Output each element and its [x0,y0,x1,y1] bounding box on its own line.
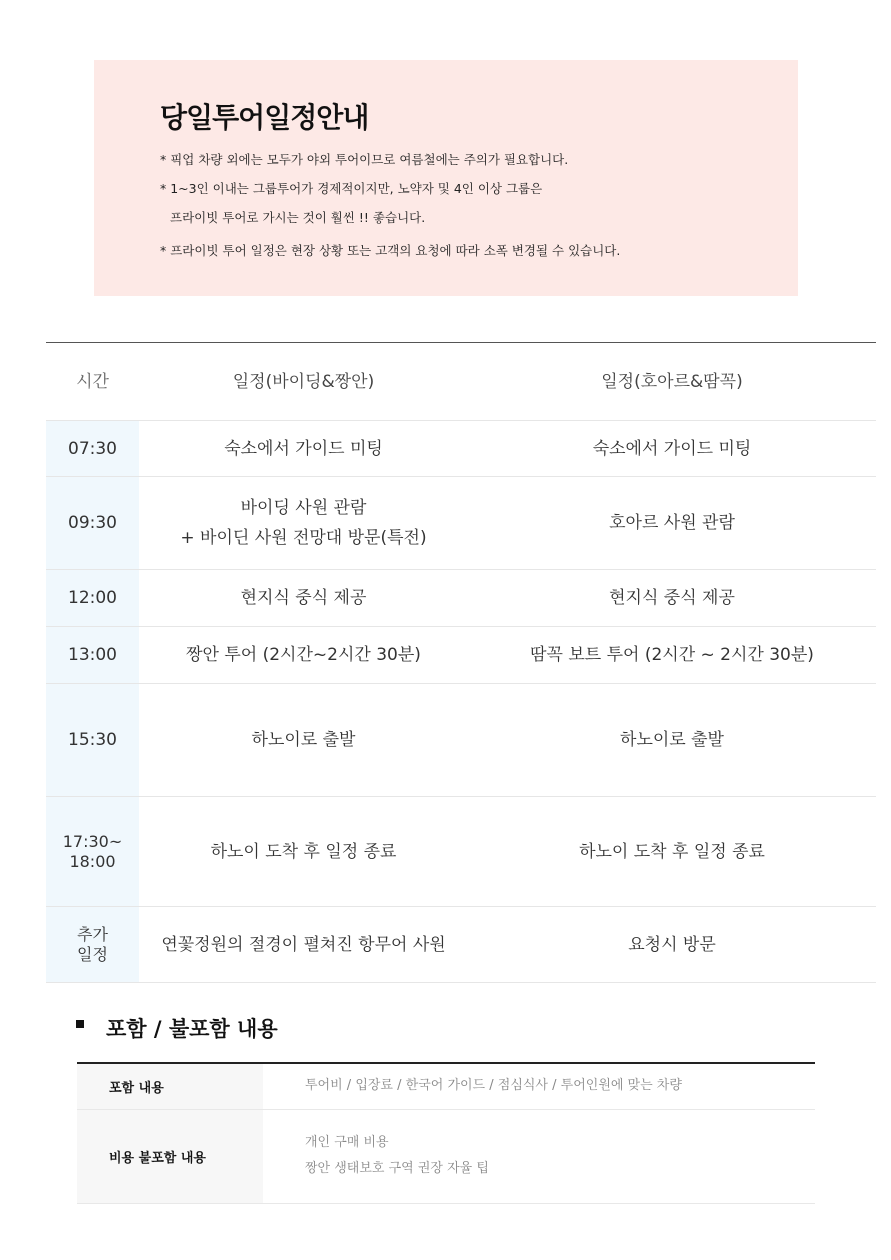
table-row [77,1063,815,1109]
header-time: 시간 [46,343,139,421]
route-a-cell: 하노이 도착 후 일정 종료 [139,797,468,907]
header-route-a: 일정(바이딩&짱안) [139,343,468,421]
route-b-cell: 땀꼭 보트 투어 (2시간 ~ 2시간 30분) [468,627,876,684]
table-row [46,797,876,907]
header-route-b: 일정(호아르&땀꼭) [468,343,876,421]
exclusion-value: 개인 구매 비용 짱안 생태보호 구역 권장 자율 팁 [263,1109,815,1203]
inclusion-label: 포함 내용 [77,1063,263,1109]
time-cell: 12:00 [46,570,139,627]
bullet-square-icon [76,1020,84,1028]
schedule-table [46,342,876,983]
time-cell: 17:30~ 18:00 [46,797,139,907]
route-b-cell: 호아르 사원 관람 [468,477,876,570]
route-b-cell: 요청시 방문 [468,907,876,983]
table-row [46,627,876,684]
schedule-header-row [46,343,876,421]
route-b-cell: 하노이 도착 후 일정 종료 [468,797,876,907]
route-a-cell: 짱안 투어 (2시간~2시간 30분) [139,627,468,684]
notice-box [94,60,798,296]
table-row [46,684,876,797]
notice-line: 프라이빗 투어로 가시는 것이 훨씬 !! 좋습니다. [170,210,426,225]
time-cell: 07:30 [46,421,139,477]
inclusion-table [77,1062,815,1204]
notice-line: * 프라이빗 투어 일정은 현장 상황 또는 고객의 요청에 따라 소폭 변경될 수 있습니다. [160,243,621,258]
inclusion-value: 투어비 / 입장료 / 한국어 가이드 / 점심식사 / 투어인원에 맞는 차량 [263,1063,815,1109]
route-a-cell: 연꽃정원의 절경이 펼쳐진 항무어 사원 [139,907,468,983]
route-a-cell: 하노이로 출발 [139,684,468,797]
time-cell: 15:30 [46,684,139,797]
notice-title: 당일투어일정안내 [160,101,369,134]
table-row [46,477,876,570]
time-cell: 09:30 [46,477,139,570]
time-cell: 추가 일정 [46,907,139,983]
exclusion-label: 비용 불포함 내용 [77,1109,263,1203]
route-a-cell: 바이딩 사원 관람 + 바이딘 사원 전망대 방문(특전) [139,477,468,570]
inclusion-title-text: 포함 / 불포함 내용 [106,1017,278,1041]
table-row [46,907,876,983]
table-row [46,570,876,627]
route-b-cell: 하노이로 출발 [468,684,876,797]
table-row [77,1109,815,1203]
route-b-cell: 현지식 중식 제공 [468,570,876,627]
time-cell: 13:00 [46,627,139,684]
route-b-cell: 숙소에서 가이드 미팅 [468,421,876,477]
inclusion-section-title [76,1010,278,1046]
route-a-cell: 숙소에서 가이드 미팅 [139,421,468,477]
notice-line: * 픽업 차량 외에는 모두가 야외 투어이므로 여름철에는 주의가 필요합니다. [160,152,569,167]
route-a-cell: 현지식 중식 제공 [139,570,468,627]
table-row [46,421,876,477]
notice-line: * 1~3인 이내는 그룹투어가 경제적이지만, 노약자 및 4인 이상 그룹은 [160,181,543,196]
